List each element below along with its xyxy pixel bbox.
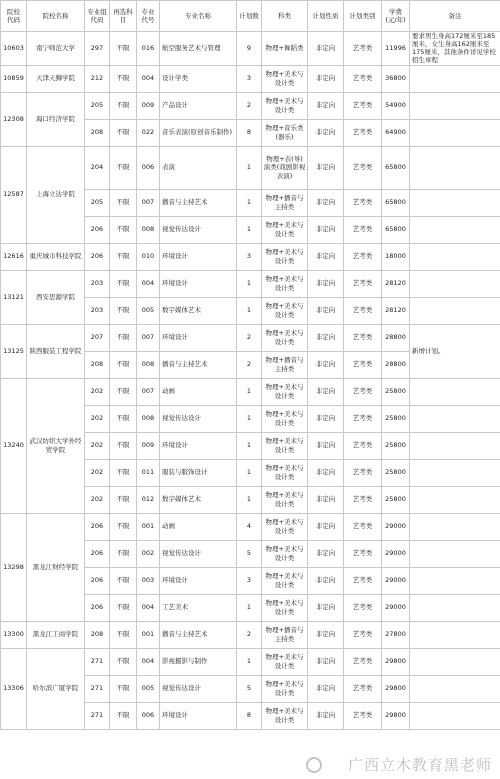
group-code-cell: 208 bbox=[85, 119, 110, 146]
plan-type-cell: 艺考类 bbox=[344, 648, 382, 675]
plan-count-cell: 2 bbox=[237, 92, 262, 119]
header-school-name: 院校名称 bbox=[27, 1, 85, 32]
major-name-cell: 播音与主持艺术 bbox=[160, 189, 237, 216]
reselect-cell: 不限 bbox=[110, 513, 137, 540]
major-code-cell: 005 bbox=[137, 675, 160, 702]
reselect-cell: 不限 bbox=[110, 594, 137, 621]
major-name-cell: 环境设计 bbox=[160, 702, 237, 729]
reselect-cell: 不限 bbox=[110, 432, 137, 459]
tuition-cell: 65800 bbox=[382, 216, 410, 243]
plan-type-cell: 艺考类 bbox=[344, 189, 382, 216]
plan-count-cell: 1 bbox=[237, 270, 262, 297]
header-plan-count: 计划数 bbox=[237, 1, 262, 32]
table-row bbox=[1, 92, 500, 119]
group-code-cell: 206 bbox=[85, 567, 110, 594]
tuition-cell: 64900 bbox=[382, 119, 410, 146]
group-code-cell: 206 bbox=[85, 216, 110, 243]
category-cell: 物理+美术与设计类 bbox=[262, 675, 308, 702]
plan-type-cell: 艺考类 bbox=[344, 459, 382, 486]
remark-cell bbox=[410, 378, 500, 405]
plan-type-cell: 艺考类 bbox=[344, 324, 382, 351]
reselect-cell: 不限 bbox=[110, 675, 137, 702]
reselect-cell: 不限 bbox=[110, 32, 137, 66]
reselect-cell: 不限 bbox=[110, 459, 137, 486]
tuition-cell: 25800 bbox=[382, 405, 410, 432]
category-cell: 物理+表(导)演类(戏剧影视表演) bbox=[262, 146, 308, 189]
major-code-cell: 005 bbox=[137, 297, 160, 324]
plan-type-cell: 艺考类 bbox=[344, 216, 382, 243]
school-name-cell: 武汉纺织大学外经贸学院 bbox=[27, 378, 85, 513]
table-row bbox=[1, 65, 500, 92]
plan-nature-cell: 非定向 bbox=[308, 189, 344, 216]
header-plan-nature: 计划性质 bbox=[308, 1, 344, 32]
plan-nature-cell: 非定向 bbox=[308, 297, 344, 324]
plan-type-cell: 艺考类 bbox=[344, 675, 382, 702]
plan-nature-cell: 非定向 bbox=[308, 216, 344, 243]
major-name-cell: 视觉传达设计 bbox=[160, 675, 237, 702]
plan-count-cell: 2 bbox=[237, 621, 262, 648]
remark-cell bbox=[410, 65, 500, 92]
plan-count-cell: 2 bbox=[237, 351, 262, 378]
major-name-cell: 数字媒体艺术 bbox=[160, 486, 237, 513]
plan-count-cell: 1 bbox=[237, 486, 262, 513]
major-code-cell: 006 bbox=[137, 702, 160, 729]
major-code-cell: 022 bbox=[137, 119, 160, 146]
major-code-cell: 011 bbox=[137, 459, 160, 486]
category-cell: 物理+美术与设计类 bbox=[262, 486, 308, 513]
tuition-cell: 29000 bbox=[382, 567, 410, 594]
plan-count-cell: 1 bbox=[237, 297, 262, 324]
plan-nature-cell: 非定向 bbox=[308, 270, 344, 297]
plan-count-cell: 1 bbox=[237, 189, 262, 216]
plan-type-cell: 艺考类 bbox=[344, 594, 382, 621]
group-code-cell: 207 bbox=[85, 324, 110, 351]
reselect-cell: 不限 bbox=[110, 297, 137, 324]
category-cell: 物理+美术与设计类 bbox=[262, 594, 308, 621]
plan-count-cell: 1 bbox=[237, 432, 262, 459]
plan-type-cell: 艺考类 bbox=[344, 270, 382, 297]
tuition-cell: 25800 bbox=[382, 432, 410, 459]
major-name-cell: 播音与主持艺术 bbox=[160, 621, 237, 648]
reselect-cell: 不限 bbox=[110, 540, 137, 567]
school-code-cell: 13300 bbox=[1, 621, 27, 648]
header-tuition: 学费 (元/年) bbox=[382, 1, 410, 32]
major-name-cell: 服装与服饰设计 bbox=[160, 459, 237, 486]
school-code-cell: 13306 bbox=[1, 648, 27, 729]
plan-count-cell: 3 bbox=[237, 65, 262, 92]
tuition-cell: 27800 bbox=[382, 621, 410, 648]
plan-type-cell: 艺考类 bbox=[344, 146, 382, 189]
category-cell: 物理+美术与设计类 bbox=[262, 405, 308, 432]
school-name-cell: 西安思源学院 bbox=[27, 270, 85, 324]
remark-cell bbox=[410, 92, 500, 119]
plan-nature-cell: 非定向 bbox=[308, 146, 344, 189]
school-code-cell: 13125 bbox=[1, 324, 27, 378]
tuition-cell: 29000 bbox=[382, 540, 410, 567]
plan-count-cell: 3 bbox=[237, 567, 262, 594]
header-school-code: 院校 代码 bbox=[1, 1, 27, 32]
group-code-cell: 206 bbox=[85, 540, 110, 567]
tuition-cell: 28120 bbox=[382, 270, 410, 297]
tuition-cell: 11996 bbox=[382, 32, 410, 66]
major-code-cell: 002 bbox=[137, 540, 160, 567]
tuition-cell: 28800 bbox=[382, 324, 410, 351]
school-code-cell: 10859 bbox=[1, 65, 27, 92]
plan-type-cell: 艺考类 bbox=[344, 243, 382, 270]
group-code-cell: 205 bbox=[85, 92, 110, 119]
remark-cell bbox=[410, 243, 500, 270]
category-cell: 物理+美术与设计类 bbox=[262, 459, 308, 486]
table-body bbox=[1, 32, 500, 730]
tuition-cell: 28800 bbox=[382, 351, 410, 378]
school-name-cell: 海口经济学院 bbox=[27, 92, 85, 146]
remark-cell bbox=[410, 621, 500, 648]
reselect-cell: 不限 bbox=[110, 378, 137, 405]
plan-type-cell: 艺考类 bbox=[344, 432, 382, 459]
school-code-cell: 13298 bbox=[1, 513, 27, 621]
plan-count-cell: 3 bbox=[237, 243, 262, 270]
tuition-cell: 29000 bbox=[382, 594, 410, 621]
category-cell: 物理+美术与设计类 bbox=[262, 216, 308, 243]
major-code-cell: 004 bbox=[137, 65, 160, 92]
major-name-cell: 环境设计 bbox=[160, 270, 237, 297]
remark-cell bbox=[410, 702, 500, 729]
school-name-cell: 哈尔滨广厦学院 bbox=[27, 648, 85, 729]
major-code-cell: 004 bbox=[137, 648, 160, 675]
group-code-cell: 206 bbox=[85, 243, 110, 270]
plan-nature-cell: 非定向 bbox=[308, 378, 344, 405]
major-code-cell: 012 bbox=[137, 486, 160, 513]
remark-cell bbox=[410, 594, 500, 621]
plan-count-cell: 8 bbox=[237, 119, 262, 146]
header-plan-type: 计划类别 bbox=[344, 1, 382, 32]
remark-cell bbox=[410, 405, 500, 432]
reselect-cell: 不限 bbox=[110, 405, 137, 432]
reselect-cell: 不限 bbox=[110, 567, 137, 594]
plan-type-cell: 艺考类 bbox=[344, 351, 382, 378]
tuition-cell: 65800 bbox=[382, 189, 410, 216]
remark-cell bbox=[410, 270, 500, 297]
group-code-cell: 206 bbox=[85, 513, 110, 540]
plan-type-cell: 艺考类 bbox=[344, 297, 382, 324]
plan-nature-cell: 非定向 bbox=[308, 621, 344, 648]
major-code-cell: 007 bbox=[137, 378, 160, 405]
remark-cell bbox=[410, 432, 500, 459]
plan-count-cell: 1 bbox=[237, 146, 262, 189]
header-row bbox=[1, 1, 500, 32]
major-code-cell: 004 bbox=[137, 270, 160, 297]
group-code-cell: 206 bbox=[85, 594, 110, 621]
remark-cell bbox=[410, 486, 500, 513]
plan-type-cell: 艺考类 bbox=[344, 702, 382, 729]
remark-cell: 新增计划。 bbox=[410, 324, 500, 378]
major-code-cell: 008 bbox=[137, 216, 160, 243]
reselect-cell: 不限 bbox=[110, 65, 137, 92]
reselect-cell: 不限 bbox=[110, 702, 137, 729]
remark-cell bbox=[410, 189, 500, 216]
group-code-cell: 271 bbox=[85, 702, 110, 729]
school-code-cell: 12616 bbox=[1, 243, 27, 270]
reselect-cell: 不限 bbox=[110, 621, 137, 648]
group-code-cell: 204 bbox=[85, 146, 110, 189]
major-code-cell: 009 bbox=[137, 432, 160, 459]
category-cell: 物理+美术与设计类 bbox=[262, 513, 308, 540]
group-code-cell: 205 bbox=[85, 189, 110, 216]
remark-cell bbox=[410, 459, 500, 486]
group-code-cell: 202 bbox=[85, 405, 110, 432]
plan-count-cell: 1 bbox=[237, 459, 262, 486]
watermark-logo-icon bbox=[306, 757, 322, 773]
school-name-cell: 陕西服装工程学院 bbox=[27, 324, 85, 378]
plan-nature-cell: 非定向 bbox=[308, 459, 344, 486]
remark-cell bbox=[410, 216, 500, 243]
major-name-cell: 影视摄影与制作 bbox=[160, 648, 237, 675]
header-major-name: 专业名称 bbox=[160, 1, 237, 32]
reselect-cell: 不限 bbox=[110, 648, 137, 675]
plan-nature-cell: 非定向 bbox=[308, 92, 344, 119]
plan-nature-cell: 非定向 bbox=[308, 675, 344, 702]
plan-type-cell: 艺考类 bbox=[344, 567, 382, 594]
header-category: 科类 bbox=[262, 1, 308, 32]
school-name-cell: 天津天狮学院 bbox=[27, 65, 85, 92]
tuition-cell: 29800 bbox=[382, 648, 410, 675]
plan-nature-cell: 非定向 bbox=[308, 351, 344, 378]
group-code-cell: 203 bbox=[85, 297, 110, 324]
plan-nature-cell: 非定向 bbox=[308, 32, 344, 66]
plan-type-cell: 艺考类 bbox=[344, 378, 382, 405]
group-code-cell: 208 bbox=[85, 351, 110, 378]
category-cell: 物理+美术与设计类 bbox=[262, 243, 308, 270]
group-code-cell: 297 bbox=[85, 32, 110, 66]
tuition-cell: 28120 bbox=[382, 297, 410, 324]
plan-type-cell: 艺考类 bbox=[344, 540, 382, 567]
tuition-cell: 25800 bbox=[382, 378, 410, 405]
table-row bbox=[1, 513, 500, 540]
plan-nature-cell: 非定向 bbox=[308, 432, 344, 459]
table-row bbox=[1, 243, 500, 270]
major-name-cell: 动画 bbox=[160, 378, 237, 405]
table-row bbox=[1, 378, 500, 405]
category-cell: 物理+舞蹈类 bbox=[262, 32, 308, 66]
school-code-cell: 13240 bbox=[1, 378, 27, 513]
plan-count-cell: 1 bbox=[237, 378, 262, 405]
school-name-cell: 黑龙江工商学院 bbox=[27, 621, 85, 648]
major-code-cell: 001 bbox=[137, 513, 160, 540]
plan-count-cell: 8 bbox=[237, 702, 262, 729]
category-cell: 物理+美术与设计类 bbox=[262, 297, 308, 324]
table-row bbox=[1, 146, 500, 189]
category-cell: 物理+播音与主持类 bbox=[262, 621, 308, 648]
plan-count-cell: 5 bbox=[237, 675, 262, 702]
remark-cell bbox=[410, 297, 500, 324]
major-name-cell: 数字媒体艺术 bbox=[160, 297, 237, 324]
plan-count-cell: 2 bbox=[237, 324, 262, 351]
plan-type-cell: 艺考类 bbox=[344, 32, 382, 66]
plan-nature-cell: 非定向 bbox=[308, 648, 344, 675]
plan-type-cell: 艺考类 bbox=[344, 486, 382, 513]
school-name-cell: 上海立达学院 bbox=[27, 146, 85, 243]
reselect-cell: 不限 bbox=[110, 243, 137, 270]
remark-cell bbox=[410, 119, 500, 146]
reselect-cell: 不限 bbox=[110, 270, 137, 297]
major-name-cell: 工艺美术 bbox=[160, 594, 237, 621]
major-name-cell: 视觉传达设计 bbox=[160, 540, 237, 567]
header-major-code: 专业 代号 bbox=[137, 1, 160, 32]
major-code-cell: 009 bbox=[137, 92, 160, 119]
major-code-cell: 008 bbox=[137, 405, 160, 432]
major-code-cell: 006 bbox=[137, 146, 160, 189]
reselect-cell: 不限 bbox=[110, 324, 137, 351]
major-name-cell: 动画 bbox=[160, 513, 237, 540]
major-code-cell: 008 bbox=[137, 351, 160, 378]
category-cell: 物理+美术与设计类 bbox=[262, 432, 308, 459]
plan-count-cell: 1 bbox=[237, 216, 262, 243]
plan-count-cell: 9 bbox=[237, 32, 262, 66]
category-cell: 物理+音乐类(器乐) bbox=[262, 119, 308, 146]
remark-cell bbox=[410, 146, 500, 189]
tuition-cell: 29800 bbox=[382, 675, 410, 702]
plan-nature-cell: 非定向 bbox=[308, 324, 344, 351]
category-cell: 物理+美术与设计类 bbox=[262, 378, 308, 405]
plan-type-cell: 艺考类 bbox=[344, 119, 382, 146]
category-cell: 物理+美术与设计类 bbox=[262, 540, 308, 567]
school-name-cell: 黑龙江财经学院 bbox=[27, 513, 85, 621]
plan-nature-cell: 非定向 bbox=[308, 405, 344, 432]
major-name-cell: 环境设计 bbox=[160, 324, 237, 351]
category-cell: 物理+美术与设计类 bbox=[262, 324, 308, 351]
plan-count-cell: 5 bbox=[237, 540, 262, 567]
group-code-cell: 271 bbox=[85, 648, 110, 675]
major-code-cell: 010 bbox=[137, 243, 160, 270]
group-code-cell: 202 bbox=[85, 459, 110, 486]
major-code-cell: 016 bbox=[137, 32, 160, 66]
reselect-cell: 不限 bbox=[110, 92, 137, 119]
remark-cell bbox=[410, 675, 500, 702]
major-code-cell: 007 bbox=[137, 189, 160, 216]
category-cell: 物理+美术与设计类 bbox=[262, 270, 308, 297]
table-row bbox=[1, 648, 500, 675]
reselect-cell: 不限 bbox=[110, 189, 137, 216]
plan-nature-cell: 非定向 bbox=[308, 567, 344, 594]
major-name-cell: 音乐表演(原创音乐制作) bbox=[160, 119, 237, 146]
school-name-cell: 南宁师范大学 bbox=[27, 32, 85, 66]
group-code-cell: 202 bbox=[85, 378, 110, 405]
plan-count-cell: 1 bbox=[237, 648, 262, 675]
major-name-cell: 环境设计 bbox=[160, 432, 237, 459]
plan-nature-cell: 非定向 bbox=[308, 119, 344, 146]
school-code-cell: 10603 bbox=[1, 32, 27, 66]
major-name-cell: 产品设计 bbox=[160, 92, 237, 119]
school-code-cell: 13121 bbox=[1, 270, 27, 324]
plan-type-cell: 艺考类 bbox=[344, 405, 382, 432]
tuition-cell: 65800 bbox=[382, 146, 410, 189]
major-name-cell: 播音与主持艺术 bbox=[160, 351, 237, 378]
major-name-cell: 表演 bbox=[160, 146, 237, 189]
group-code-cell: 202 bbox=[85, 486, 110, 513]
school-code-cell: 12587 bbox=[1, 146, 27, 243]
group-code-cell: 271 bbox=[85, 675, 110, 702]
plan-type-cell: 艺考类 bbox=[344, 92, 382, 119]
header-remark: 备注 bbox=[410, 1, 500, 32]
group-code-cell: 203 bbox=[85, 270, 110, 297]
header-reselect: 再选科目 bbox=[110, 1, 137, 32]
header-group-code: 专业组 代码 bbox=[85, 1, 110, 32]
category-cell: 物理+美术与设计类 bbox=[262, 567, 308, 594]
plan-nature-cell: 非定向 bbox=[308, 513, 344, 540]
major-code-cell: 004 bbox=[137, 594, 160, 621]
reselect-cell: 不限 bbox=[110, 216, 137, 243]
remark-cell: 要求男生身高172厘米至185厘米，女生身高162厘米至175厘米，其他条件详见学校招生章程 bbox=[410, 32, 500, 66]
plan-count-cell: 4 bbox=[237, 513, 262, 540]
remark-cell bbox=[410, 540, 500, 567]
table-row bbox=[1, 32, 500, 66]
plan-nature-cell: 非定向 bbox=[308, 486, 344, 513]
table-row bbox=[1, 324, 500, 351]
plan-nature-cell: 非定向 bbox=[308, 540, 344, 567]
category-cell: 物理+播音与主持类 bbox=[262, 189, 308, 216]
tuition-cell: 25800 bbox=[382, 459, 410, 486]
remark-cell bbox=[410, 513, 500, 540]
major-name-cell: 设计学类 bbox=[160, 65, 237, 92]
category-cell: 物理+美术与设计类 bbox=[262, 65, 308, 92]
major-name-cell: 视觉传达设计 bbox=[160, 216, 237, 243]
plan-nature-cell: 非定向 bbox=[308, 65, 344, 92]
watermark-text: 广西立木教育黑老师 bbox=[347, 756, 492, 774]
school-name-cell: 重庆城市科技学院 bbox=[27, 243, 85, 270]
reselect-cell: 不限 bbox=[110, 486, 137, 513]
reselect-cell: 不限 bbox=[110, 351, 137, 378]
reselect-cell: 不限 bbox=[110, 119, 137, 146]
major-code-cell: 003 bbox=[137, 567, 160, 594]
tuition-cell: 25800 bbox=[382, 486, 410, 513]
major-name-cell: 环境设计 bbox=[160, 567, 237, 594]
major-name-cell: 视觉传达设计 bbox=[160, 405, 237, 432]
plan-count-cell: 1 bbox=[237, 594, 262, 621]
major-code-cell: 001 bbox=[137, 621, 160, 648]
plan-type-cell: 艺考类 bbox=[344, 65, 382, 92]
group-code-cell: 202 bbox=[85, 432, 110, 459]
major-code-cell: 007 bbox=[137, 324, 160, 351]
table-row bbox=[1, 270, 500, 297]
school-code-cell: 12308 bbox=[1, 92, 27, 146]
plan-nature-cell: 非定向 bbox=[308, 702, 344, 729]
table-row bbox=[1, 621, 500, 648]
remark-cell bbox=[410, 648, 500, 675]
major-name-cell: 航空服务艺术与管理 bbox=[160, 32, 237, 66]
tuition-cell: 36800 bbox=[382, 65, 410, 92]
tuition-cell: 29000 bbox=[382, 513, 410, 540]
plan-type-cell: 艺考类 bbox=[344, 513, 382, 540]
reselect-cell: 不限 bbox=[110, 146, 137, 189]
category-cell: 物理+播音与主持类 bbox=[262, 351, 308, 378]
tuition-cell: 18000 bbox=[382, 243, 410, 270]
category-cell: 物理+美术与设计类 bbox=[262, 92, 308, 119]
plan-nature-cell: 非定向 bbox=[308, 594, 344, 621]
plan-type-cell: 艺考类 bbox=[344, 621, 382, 648]
major-name-cell: 环境设计 bbox=[160, 243, 237, 270]
group-code-cell: 208 bbox=[85, 621, 110, 648]
remark-cell bbox=[410, 567, 500, 594]
tuition-cell: 54900 bbox=[382, 92, 410, 119]
tuition-cell: 29800 bbox=[382, 702, 410, 729]
category-cell: 物理+美术与设计类 bbox=[262, 702, 308, 729]
plan-count-cell: 1 bbox=[237, 405, 262, 432]
plan-nature-cell: 非定向 bbox=[308, 243, 344, 270]
category-cell: 物理+美术与设计类 bbox=[262, 648, 308, 675]
group-code-cell: 212 bbox=[85, 65, 110, 92]
